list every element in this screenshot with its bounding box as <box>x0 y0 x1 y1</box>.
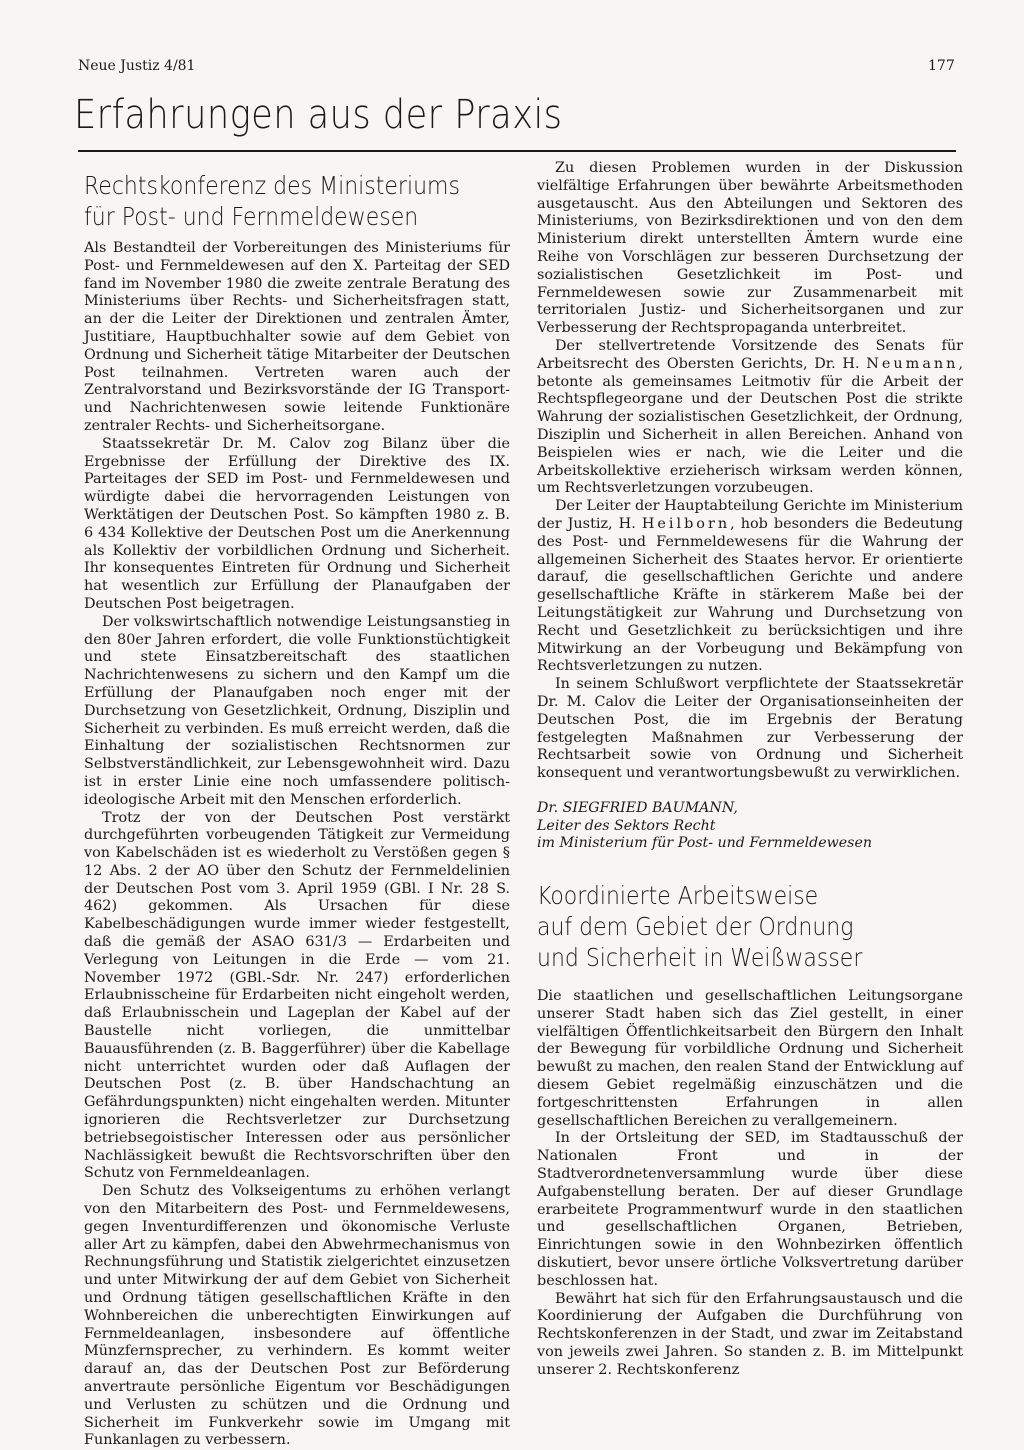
article2-title-line: und Sicherheit in Weißwasser <box>537 943 863 972</box>
article2-column <box>537 988 963 1380</box>
text-span: Der stellvertretende Vorsitzende des Senats für Arbeitsrecht des Obersten Gerichts, Dr. H. <box>537 337 963 372</box>
article1-paragraph-neumann <box>537 338 963 498</box>
page-number: 177 <box>928 58 955 74</box>
article1-left-column <box>84 240 510 1450</box>
article2-paragraph: Die staatlichen und gesellschaftlichen Leitungsorgane unserer Stadt haben sich das Ziel gestellt, in einer vielfältigen Öffentlichkeitsarbeit den Bürgern den Inhalt der Bewegung für vorbildliche Ordnung und Sicherheit bewußt zu machen, den realen Stand der Entwicklung auf diesem Gebiet regelmäßig einzuschätzen und die fortgeschrittensten Erfahrungen in allen gesellschaftlichen Bereichen zu verallgemeinern. <box>537 988 963 1129</box>
text-span: Der Leiter der Hauptabteilung Gerichte im Ministerium der Justiz, H. <box>537 498 963 532</box>
article1-title-line: für Post- und Fernmeldewesen <box>84 202 419 231</box>
author-role: Leiter des Sektors Recht <box>537 817 716 834</box>
author-name: Dr. SIEGFRIED BAUMANN, <box>537 799 738 816</box>
author-organization: im Ministerium für Post- und Fernmeldewesen <box>537 835 872 852</box>
article1-paragraph: Der volkswirtschaftlich notwendige Leistungsanstieg in den 80er Jahren erfordert, die volle Funktionstüchtigkeit und stete Einsatzbereitschaft des staatlichen Nachrichtenwesens zu sichern und den Kampf um die Erfüllung der Planaufgaben noch enger mit der Durchsetzung von Gesetzlichkeit, Ordnung, Disziplin und Sicherheit zu verbinden. Es muß erreicht werden, daß die Einhaltung der sozialistischen Rechtsnormen zur Selbstverständlichkeit, zur Lebensgewohnheit wird. Dazu ist in erster Linie eine noch umfassendere politisch-ideologische Arbeit mit den Menschen erforderlich. <box>84 613 510 808</box>
article2-paragraph: In der Ortsleitung der SED, im Stadtausschuß der Nationalen Front und in der Stadtverordnetenversammlung wurde über diese Aufgabenstellung beraten. Der auf dieser Grundlage erarbeitete Programmentwurf wurde in den staatlichen und gesellschaftlichen Organen, Betrieben, Einrichtungen sowie in den Wohnbezirken öffentlich diskutiert, bevor unsere örtliche Volksvertretung darüber beschlossen hat. <box>537 1130 963 1289</box>
text-span: , hob besonders die Bedeutung des Post- und Fernmeldewesens für die Wahrung der allgemeinen Sicherheit des Staates hervor. Er orientierte darauf, die gesellschaftlichen Gerichte und andere gesellschaftliche Kräfte in stärkerem Maße bei der Leitungstätigkeit zur Wahrung und Durchsetzung von Recht und Gesetzlichkeit zu berücksichtigen und ihre Mitwirkung an der Vorbeugung und Bekämpfung von Rechtsverletzungen zu nutzen. <box>537 515 963 675</box>
article2-paragraph: Bewährt hat sich für den Erfahrungsaustausch und die Koordinierung der Aufgaben die Durchführung von Rechtskonferenzen in der Stadt, und zwar im Zeitabstand von jeweils zwei Jahren. So standen z. B. im Mittelpunkt unserer 2. Rechtskonferenz <box>537 1290 963 1378</box>
person-name-spaced: Heilborn <box>641 515 731 532</box>
title-rule <box>78 150 956 152</box>
article2-title-line: auf dem Gebiet der Ordnung <box>537 912 854 941</box>
article1-paragraph-heilborn <box>537 498 963 676</box>
text-span: , betonte als gemeinsames Leitmotiv für die Arbeit der Rechtspflegeorgane und der Deutschen Post die strikte Wahrung der sozialistischen Gesetzlichkeit, der Ordnung, Disziplin und Sicherheit in allen Bereichen. Anhand von Beispielen wies er nach, wie die Leiter und die Arbeitskollektive erzieherisch wirksam werden können, um Rechtsverletzungen vorzubeugen. <box>537 355 964 497</box>
person-name-spaced: Neumann <box>866 355 959 372</box>
author-signature <box>537 800 963 853</box>
article1-paragraph: Zu diesen Problemen wurden in der Diskussion vielfältige Erfahrungen über bewährte Arbeitsmethoden ausgetauscht. Aus den Abteilungen und Sektoren des Ministeriums, von Bezirksdirektionen und von den dem Ministerium direkt unterstellten Ämtern wurde eine Reihe von Vorschlägen zur besseren Durchsetzung der sozialistischen Gesetzlichkeit im Post- und Fernmeldewesen sowie zur Zusammenarbeit mit territorialen Justiz- und Sicherheitsorganen und zur Verbesserung der Rechtspropaganda unterbreitet. <box>537 160 963 337</box>
article1-paragraph: Trotz der von der Deutschen Post verstärkt durchgeführten vorbeugenden Tätigkeit zur Vermeidung von Kabelschäden ist es wiederholt zu Verstößen gegen § 12 Abs. 2 der AO über den Schutz der Fernmeldelinien der Deutschen Post vom 3. April 1959 (GBl. I Nr. 28 S. 462) gekommen. Als Ursachen für diese Kabelbeschädigungen wurde immer wieder festgestellt, daß die gemäß der ASAO 631/3 — Erdarbeiten und Verlegung von Leitungen in die Erde — vom 21. November 1972 (GBl.-Sdr. Nr. 247) erforderlichen Erlaubnisscheine für Erdarbeiten nicht eingeholt werden, daß Erlaubnisschein und Lageplan der Kabel auf der Baustelle nicht vorliegen, die unmittelbar Bauausführenden (z. B. Baggerführer) über die Kabellage nicht unterrichtet wurden oder daß Auflagen der Deutschen Post (z. B. über Handschachtung an Gefährdungspunkten) nicht eingehalten werden. Mitunter ignorieren die Rechtsverletzer zur Durchsetzung betriebsegoistischer Interessen oder aus persönlicher Nachlässigkeit bewußt die Rechtsvorschriften über den Schutz von Fernmeldeanlagen. <box>84 809 510 1182</box>
article1-paragraph: Als Bestandteil der Vorbereitungen des Ministeriums für Post- und Fernmeldewesen auf den X. Parteitag der SED fand im November 1980 die zweite zentrale Beratung des Ministeriums über Rechts- und Sicherheitsfragen statt, an der die Leiter der Direktionen und zentralen Ämter, Justitiare, Hauptbuchhalter sowie auf dem Gebiet von Ordnung und Sicherheit tätige Mitarbeiter der Deutschen Post teilnahmen. Vertreten waren auch der Zentralvorstand und Bezirksvorstände der IG Transport- und Nachrichtenwesen sowie leitende Funktionäre zentraler Rechts- und Sicherheitsorgane. <box>84 240 510 434</box>
section-title: Erfahrungen aus der Praxis <box>74 92 563 138</box>
article1-paragraph: Staatssekretär Dr. M. Calov zog Bilanz über die Ergebnisse der Erfüllung der Direktive des IX. Parteitages der SED im Post- und Fernmeldewesen und würdigte dabei die hervorragenden Leistungen von Werktätigen der Deutschen Post. So kämpften 1980 z. B. 6 434 Kollektive der Deutschen Post um die Anerkennung als Kollektiv der vorbildlichen Ordnung und Sicherheit. Ihr konsequentes Eintreten für Ordnung und Sicherheit hat wesentlich zur Erfüllung der Planaufgaben der Deutschen Post beigetragen. <box>84 435 510 612</box>
article1-right-column <box>537 160 963 853</box>
article1-paragraph: Den Schutz des Volkseigentums zu erhöhen verlangt von den Mitarbeitern des Post- und Fernmeldewesens, gegen Inventurdifferenzen und ökonomische Verluste aller Art zu kämpfen, dabei den Abwehrmechanismus von Rechnungsführung und Statistik zielgerichtet einzusetzen und unter Mitwirkung der auf dem Gebiet von Sicherheit und Ordnung tätigen gesellschaftlichen Kräfte in den Wohnbereichen die unberechtigten Einwirkungen auf Fernmeldeanlagen, insbesondere auf öffentliche Münzfernsprecher, zu verhindern. Es kommt weiter darauf an, das der Deutschen Post zur Beförderung anvertraute persönliche Eigentum vor Beschädigungen und Verlusten zu schützen und die Ordnung und Sicherheit im Funkverkehr sowie im Umgang mit Funkanlagen zu verbessern. <box>84 1183 510 1449</box>
article2-title-line: Koordinierte Arbeitsweise <box>537 881 819 910</box>
article2-title <box>537 880 862 973</box>
running-head: Neue Justiz 4/81 <box>78 58 196 74</box>
article1-title <box>84 170 460 232</box>
article1-title-line: Rechtskonferenz des Ministeriums <box>84 171 460 200</box>
article1-paragraph: In seinem Schlußwort verpflichtete der Staatssekretär Dr. M. Calov die Leiter der Organisationseinheiten der Deutschen Post, die im Ergebnis der Beratung festgelegten Maßnahmen zur Verbesserung der Rechtsarbeit sowie von Ordnung und Sicherheit konsequent und verantwortungsbewußt zu verwirklichen. <box>537 676 963 782</box>
